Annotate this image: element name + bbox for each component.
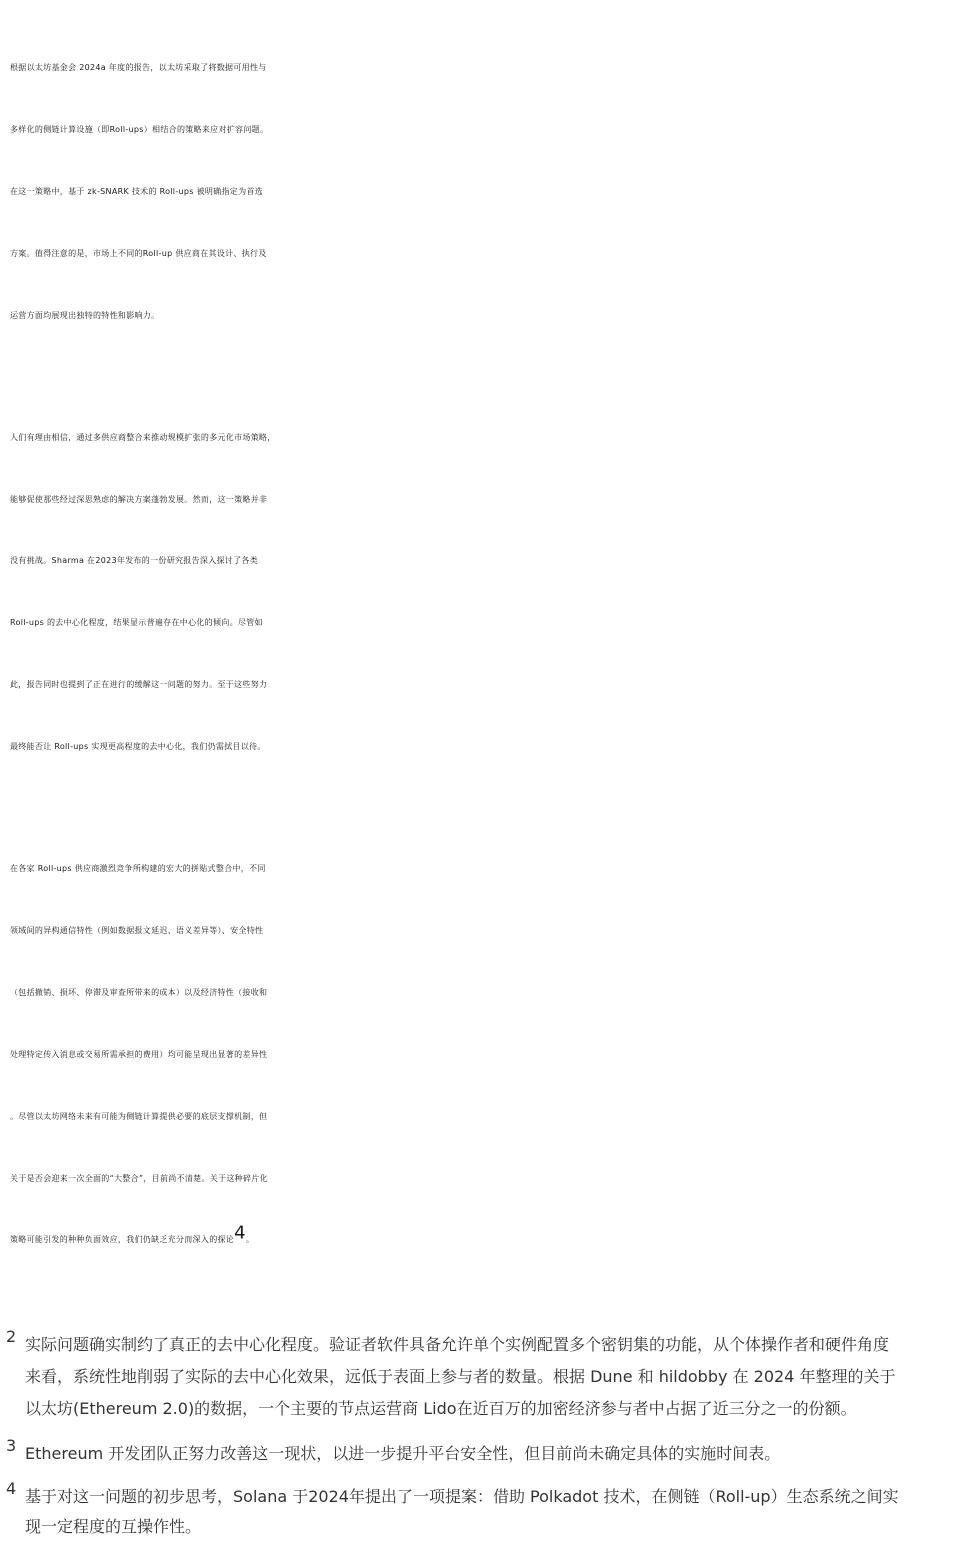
paragraph-line: 领域间的异构通信特性（例如数据报文延迟、语义差异等）、安全特性 [10, 926, 264, 935]
footnote-line: 以太坊(Ethereum 2.0)的数据，一个主要的节点运营商 Lido在近百万的加密经济参与者中占据了近三分之一的份额。 [25, 1399, 857, 1418]
paragraph-line: 在各家 Roll-ups 供应商激烈竞争所构建的宏大的拼贴式整合中，不同 [10, 864, 266, 873]
paragraph-line: 多样化的侧链计算设施（即Roll-ups）相结合的策略来应对扩容问题。 [10, 125, 269, 134]
footnote-line: 来看，系统性地削弱了实际的去中心化效果，远低于表面上参与者的数量。根据 Dune 和 hildobby 在 2024 年整理的关于 [25, 1367, 896, 1386]
footnote-number: 2 [6, 1327, 17, 1346]
paragraph-line: 处理特定传入消息或交易所需承担的费用）均可能呈现出显著的差异性 [10, 1050, 268, 1059]
paragraph-line: 方案。值得注意的是，市场上不同的Roll-up 供应商在其设计、执行及 [10, 249, 267, 258]
footnote-line: 实际问题确实制约了真正的去中心化程度。验证者软件具备允许单个实例配置多个密钥集的功能，从个体操作者和硬件角度 [25, 1335, 890, 1354]
paragraph-line: 根据以太坊基金会 2024a 年度的报告，以太坊采取了将数据可用性与 [10, 63, 267, 72]
paragraph-line: 关于是否会迎来一次全面的“大整合”，目前尚不清楚。关于这种碎片化 [10, 1174, 268, 1183]
paragraph-last-line-end: 。 [245, 1235, 255, 1244]
footnote-line: Ethereum 开发团队正努力改善这一现状，以进一步提升平台安全性，但目前尚未确定具体的实施时间表。 [25, 1444, 781, 1463]
paragraph-line: Roll-ups 的去中心化程度，结果显示普遍存在中心化的倾向。尽管如 [10, 618, 263, 627]
paragraph-line: 能够促使那些经过深思熟虑的解决方案蓬勃发展。然而，这一策略并非 [10, 495, 268, 504]
paragraph-line: 最终能否让 Roll-ups 实现更高程度的去中心化，我们仍需拭目以待。 [10, 742, 266, 751]
paragraph-last-line-text: 策略可能引发的种种负面效应，我们仍缺乏充分而深入的探论 [10, 1235, 235, 1244]
paragraph-line: （包括撤销、损坏、停滞及审查所带来的成本）以及经济特性（接收和 [10, 988, 268, 997]
paragraph-line: 在这一策略中，基于 zk-SNARK 技术的 Roll-ups 被明确指定为首选 [10, 187, 263, 196]
paragraph-line: 运营方面均展现出独特的特性和影响力。 [10, 311, 160, 320]
paragraph-line: 人们有理由相信，通过多供应商整合来推动规模扩张的多元化市场策略， [10, 433, 276, 442]
paragraph-line: 。尽管以太坊网络未来有可能为侧链计算提供必要的底层支撑机制，但 [10, 1112, 268, 1121]
footnote-number: 4 [6, 1479, 17, 1498]
footnote-number: 3 [6, 1436, 17, 1455]
footnote-line: 现一定程度的互操作性。 [25, 1517, 202, 1536]
paragraph-line: 此，报告同时也提到了正在进行的缓解这一问题的努力。至于这些努力 [10, 680, 268, 689]
paragraph-line: 没有挑战。Sharma 在2023年发布的一份研究报告深入探讨了各类 [10, 556, 258, 565]
footnote-line: 基于对这一问题的初步思考，Solana 于2024年提出了一项提案：借助 Polkadot 技术，在侧链（Roll-up）生态系统之间实 [25, 1487, 899, 1506]
footnote-reference[interactable]: 4 [234, 1222, 246, 1244]
paragraph-line [10, 1222, 970, 1258]
